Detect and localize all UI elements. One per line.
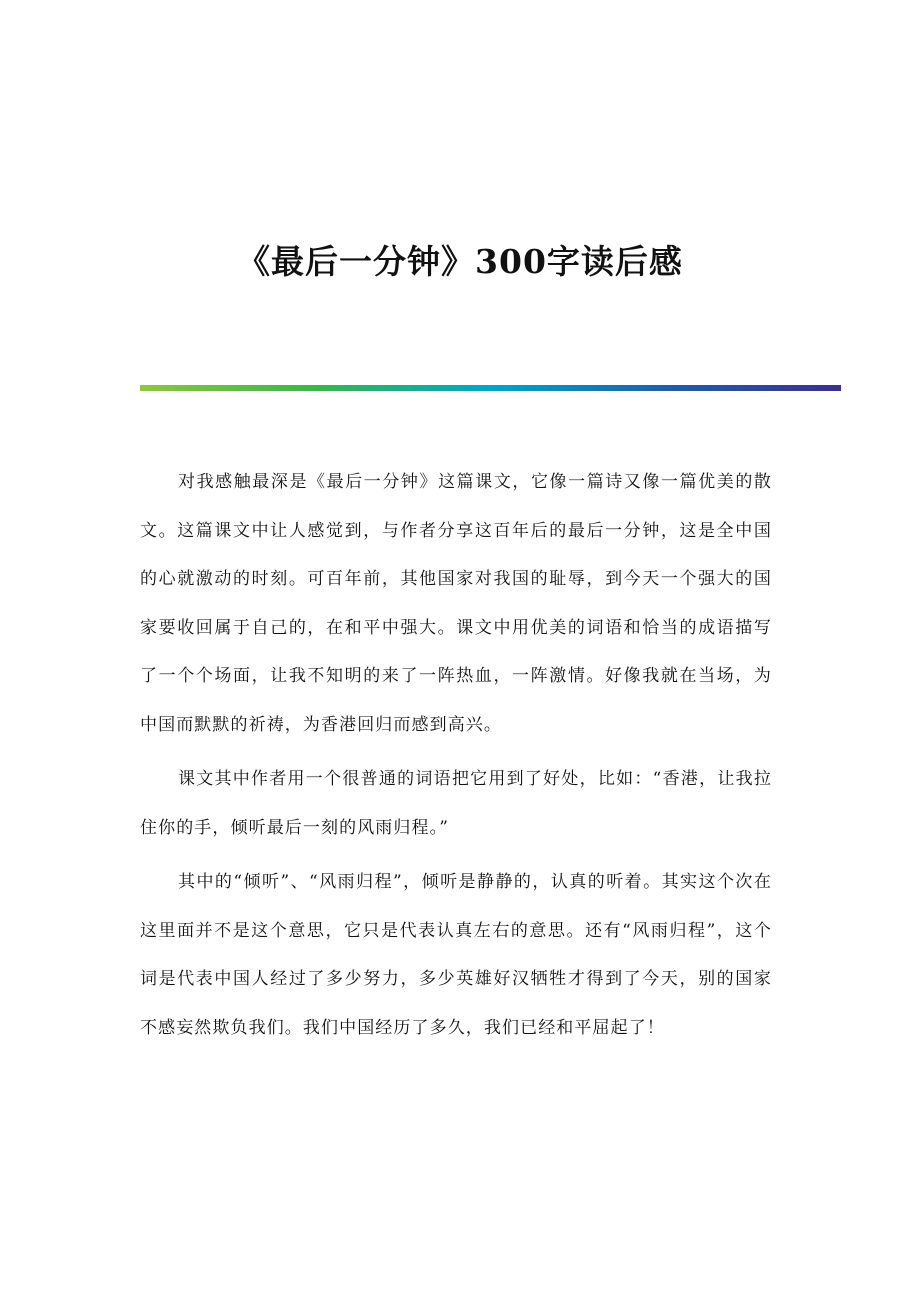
- page-title: 《最后一分钟》300字读后感: [237, 242, 683, 282]
- document-body: [140, 458, 772, 1058]
- title-divider: [140, 385, 841, 391]
- paragraph-1: 对我感触最深是《最后一分钟》这篇课文，它像一篇诗又像一篇优美的散文。这篇课文中让人感觉到，与作者分享这百年后的最后一分钟，这是全中国的心就激动的时刻。可百年前，其他国家对我国的耻辱，到今天一个强大的国家要收回属于自己的，在和平中强大。课文中用优美的词语和恰当的成语描写了一个个场面，让我不知明的来了一阵热血，一阵激情。好像我就在当场，为中国而默默的祈祷，为香港回归而感到高兴。: [140, 472, 772, 735]
- paragraph-3: 其中的“倾听”、“风雨归程”，倾听是静静的，认真的听着。其实这个次在这里面并不是这个意思，它只是代表认真左右的意思。还有“风雨归程”，这个词是代表中国人经过了多少努力，多少英雄好汉牺牲才得到了今天，别的国家不感妄然欺负我们。我们中国经历了多久，我们已经和平屈起了！: [140, 872, 772, 1038]
- paragraph-2: 课文其中作者用一个很普通的词语把它用到了好处，比如：“香港，让我拉住你的手，倾听最后一刻的风雨归程。”: [140, 769, 772, 838]
